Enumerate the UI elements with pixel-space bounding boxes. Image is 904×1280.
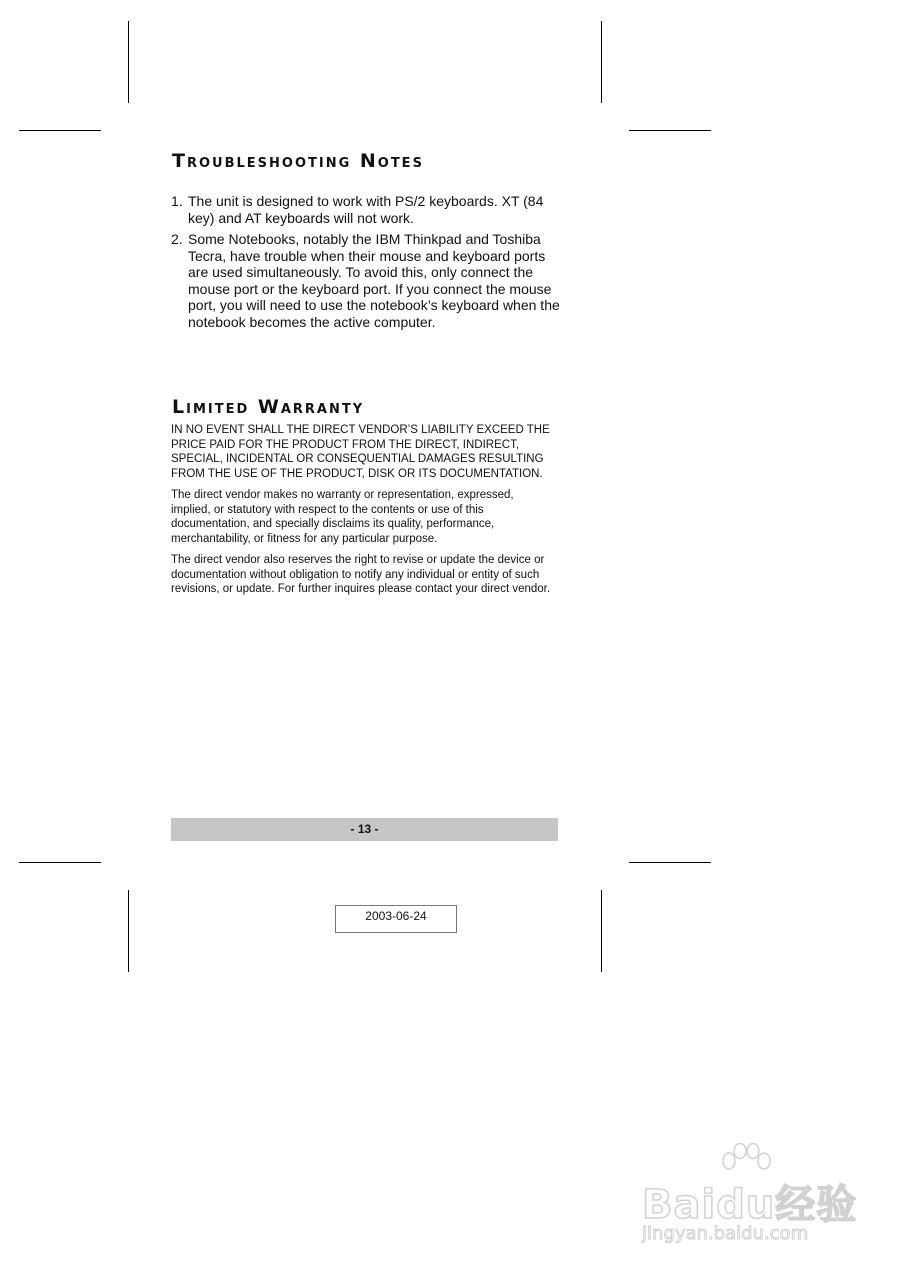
crop-mark-top-left-horizontal <box>19 130 101 131</box>
crop-mark-top-right-vertical <box>601 21 602 103</box>
crop-mark-top-left-vertical <box>128 21 129 103</box>
crop-mark-bottom-right-vertical <box>601 890 602 972</box>
baidu-watermark <box>642 1143 858 1253</box>
watermark-url: jingyan.baidu.com <box>642 1223 809 1244</box>
list-item-number: 2. <box>171 231 183 247</box>
troubleshooting-list <box>171 193 561 335</box>
list-item <box>171 231 561 330</box>
crop-mark-top-right-horizontal <box>629 130 711 131</box>
troubleshooting-heading: Troubleshooting Notes <box>172 150 424 172</box>
list-item-number: 1. <box>171 193 183 209</box>
page-number: - 13 - <box>350 822 379 836</box>
crop-mark-bottom-left-vertical <box>128 890 129 972</box>
warranty-paragraph: The direct vendor also reserves the right to revise or update the device or documentation without obligation to notify any individual or entity of such revisions, or update. For further inquires please contact your direct vendor. <box>171 554 551 595</box>
list-item-text: Some Notebooks, notably the IBM Thinkpad and Toshiba Tecra, have trouble when their mouse and keyboard ports are used simultaneously. To avoid this, only connect the mouse port or the keyboard port. If you connect the mouse port, you will need to use the notebook’s keyboard when the notebook becomes the active computer. <box>188 231 560 330</box>
warranty-paragraph: The direct vendor makes no warranty or representation, expressed, implied, or statutory with respect to the contents or use of this documentation, and specially disclaims its quality, performance, merchantability, or fitness for any particular purpose. <box>171 489 514 545</box>
list-item-text: The unit is designed to work with PS/2 keyboards. XT (84 key) and AT keyboards will not work. <box>188 193 544 226</box>
crop-mark-bottom-left-horizontal <box>19 862 101 863</box>
date-box <box>335 905 457 933</box>
page-number-bar <box>171 818 558 841</box>
warranty-heading: Limited Warranty <box>172 396 365 418</box>
crop-mark-bottom-right-horizontal <box>629 862 711 863</box>
print-date: 2003-06-24 <box>365 909 427 923</box>
list-item <box>171 193 561 226</box>
warranty-paragraph: IN NO EVENT SHALL THE DIRECT VENDOR’S LIABILITY EXCEED THE PRICE PAID FOR THE PRODUCT FROM THE DIRECT, INDIRECT, SPECIAL, INCIDENTAL OR CONSEQUENTIAL DAMAGES RESULTING FROM THE USE OF THE PRODUCT, DISK OR ITS DOCUMENTATION. <box>171 424 550 480</box>
warranty-body <box>171 423 555 604</box>
watermark-brand: Baidu经验 <box>642 1182 858 1228</box>
